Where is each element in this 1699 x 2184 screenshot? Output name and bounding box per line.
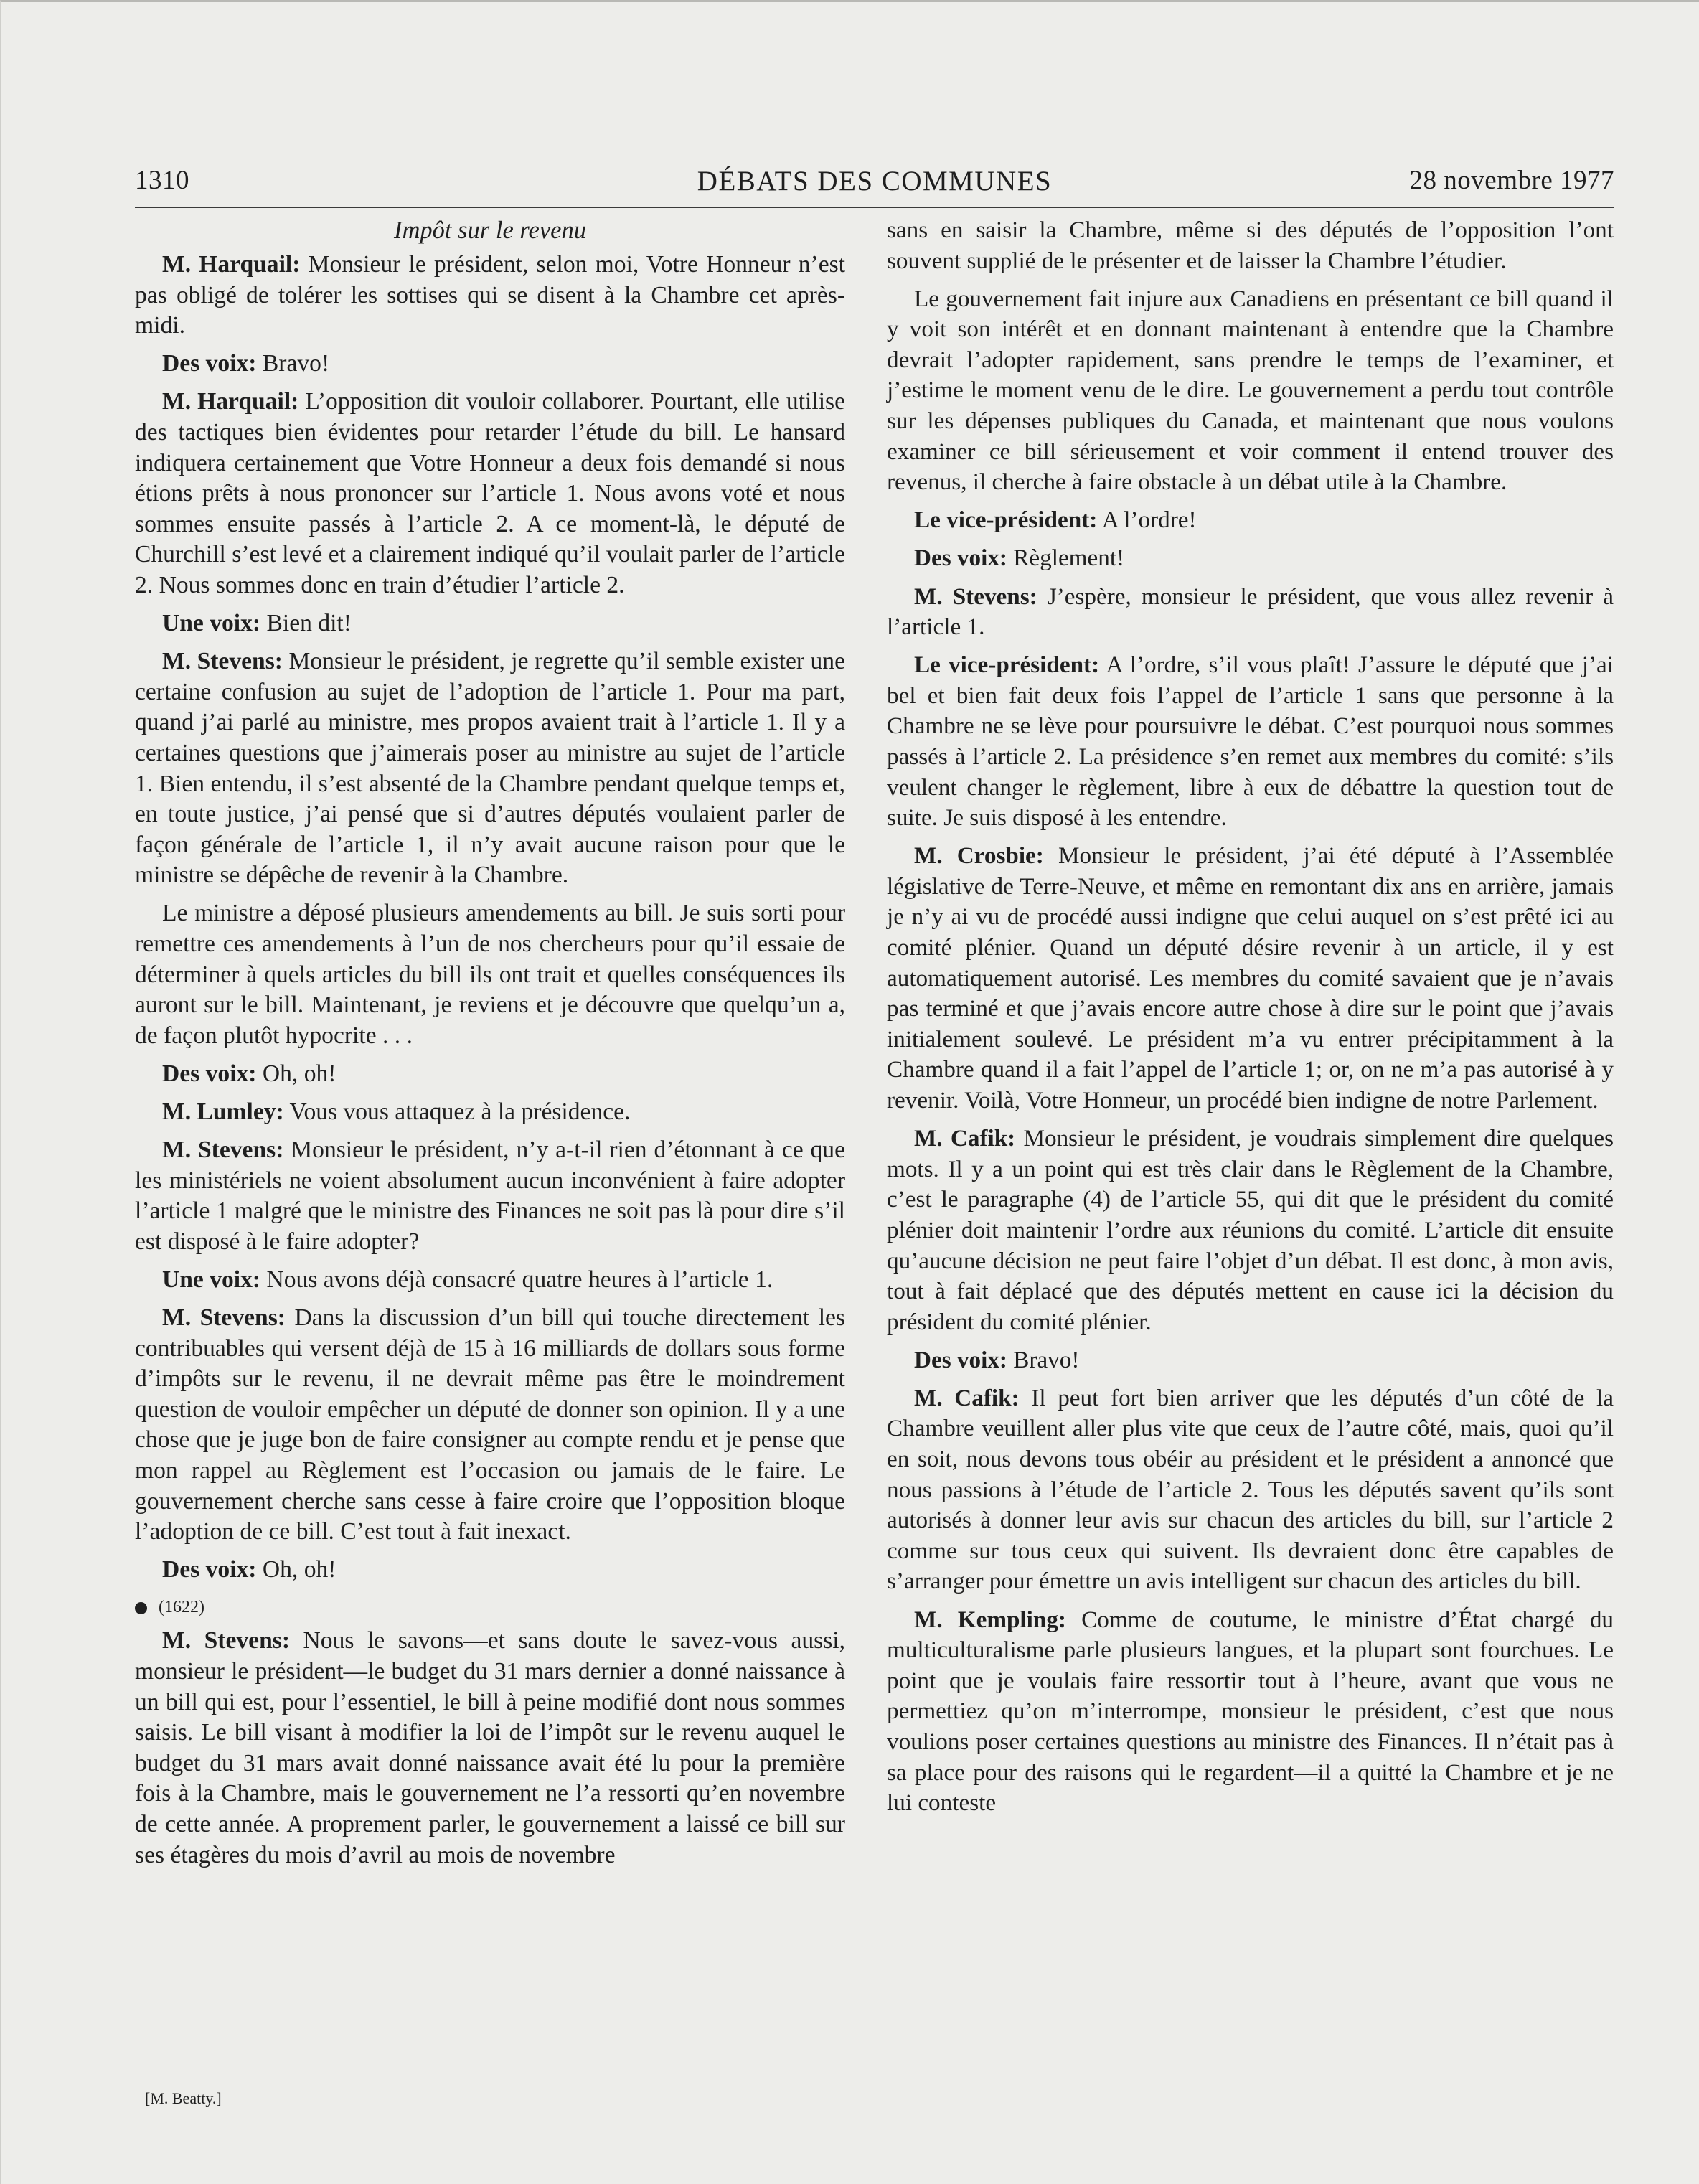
right-column-paragraphs bbox=[887, 215, 1614, 1819]
paragraph-text: J’espère, monsieur le président, que vous allez revenir à l’article 1. bbox=[887, 583, 1614, 641]
right-column bbox=[887, 215, 1614, 1826]
speaker-name: M. Stevens: bbox=[162, 1627, 290, 1655]
paragraph bbox=[135, 1097, 845, 1128]
paragraph-text: A l’ordre, s’il vous plaît! J’assure le député que j’ai bel et bien fait deux fois l’appel de l’article 1 sans que personne à la Chambre ne se lève pour poursuivre le débat. C’est pourquoi nous sommes passés à l’article 2. La présidence s’en remet aux membres du comité: s’ils veulent changer le règlement, libre à eux de débattre la question tout de suite. Je suis disposé à les entendre. bbox=[887, 651, 1614, 832]
paragraph bbox=[887, 1124, 1614, 1337]
paragraph bbox=[135, 608, 845, 639]
paragraph-text: Oh, oh! bbox=[256, 1060, 336, 1087]
speaker-name: M. Kempling: bbox=[914, 1606, 1066, 1633]
paragraph-text: Dans la discussion d’un bill qui touche directement les contribuables qui versent déjà de 15 à 16 milliards de dollars sous forme d’impôts sur le revenu, il ne devrait même pas être le moindrement question de vouloir empêcher un député de donner son opinion. Il y a une chose que je juge bon de faire consigner au compte rendu et je pense que mon rappel au Règlement est l’occasion ou jamais de le faire. Le gouvernement cherche sans cesse à faire croire que l’opposition bloque l’adoption de ce bill. C’est tout à fait inexact. bbox=[135, 1304, 845, 1545]
paragraph-text: Monsieur le président, j’ai été député à l’Assemblée législative de Terre-Neuve, et même en remontant dix ans en arrière, jamais je n’y ai vu de procédé aussi indigne que celui auquel on s’est prêté ici au comité plénier. Quand un député désire revenir à un article, il y est automatiquement autorisé. Les membres du comité savaient que je n’avais pas terminé et que j’avais encore autre chose à dire sur le point que j’avais initialement soulevé. Le président m’a vu entrer précipitamment à la Chambre quand il a fait l’appel de l’article 1; or, on ne m’a pas autorisé à y revenir. Voilà, Votre Honneur, un procédé bien indigne de notre Parlement. bbox=[887, 842, 1614, 1114]
speaker-name: M. Crosbie: bbox=[914, 842, 1044, 870]
paragraph-text: Nous avons déjà consacré quatre heures à l’article 1. bbox=[260, 1266, 773, 1293]
paragraph-text: Vous vous attaquez à la présidence. bbox=[283, 1098, 631, 1125]
speaker-name: Le vice-président: bbox=[914, 651, 1100, 679]
paragraph-text: Le ministre a déposé plusieurs amendements au bill. Je suis sorti pour remettre ces amendements à l’un de nos chercheurs pour qu’il essaie de déterminer à quels articles du bill ils ont trait et quelles conséquences ils auront sur le bill. Maintenant, je reviens et je découvre que quelqu’un a, de façon plutôt hypocrite . . . bbox=[135, 900, 845, 1049]
paragraph-text: Il peut fort bien arriver que les députés d’un côté de la Chambre veuillent aller plus vite que ceux de l’autre côté, mais, quoi qu’il en soit, nous devons tous obéir au président et le président a annoncé que nous passions à l’étude de l’article 2. Tous les députés savent qu’ils sont autorisés à donner leur avis sur chacun des articles du bill, sur l’article 2 comme sur tous ceux qui suivent. Ils devraient donc être capables de s’arranger pour émettre un avis intelligent sur chacun des articles du bill. bbox=[887, 1384, 1614, 1595]
section-title: Impôt sur le revenu bbox=[394, 217, 586, 244]
paragraph bbox=[135, 1059, 845, 1090]
paragraph bbox=[135, 1303, 845, 1548]
speaker-name: M. Lumley: bbox=[162, 1098, 284, 1125]
left-column-paragraphs-after bbox=[135, 1626, 845, 1870]
paragraph bbox=[887, 543, 1614, 574]
speaker-name: M. Cafik: bbox=[914, 1125, 1016, 1152]
speaker-name: Une voix: bbox=[162, 610, 261, 637]
paragraph bbox=[135, 646, 845, 891]
paragraph-text: Bravo! bbox=[256, 350, 330, 377]
paragraph-text: Nous le savons—et sans doute le savez-vous aussi, monsieur le président—le budget du 31 mars dernier a donné naissance à un bill qui est, pour l’essentiel, le bill à peine modifié dont nous sommes saisis. Le bill visant à modifier la loi de l’impôt sur le revenu auquel le budget du 31 mars avait donné naissance avait été lu pour la première fois à la Chambre, mais le gouvernement ne l’a ressorti qu’en novembre de cette année. A proprement parler, le gouvernement a laissé ce bill sur ses étagères du mois d’avril au mois de novembre bbox=[135, 1627, 845, 1868]
paragraph bbox=[135, 250, 845, 342]
left-column bbox=[135, 215, 845, 1878]
paragraph-text: Monsieur le président, selon moi, Votre Honneur n’est pas obligé de tolérer les sottises qui se disent à la Chambre cet après-midi. bbox=[135, 251, 846, 339]
speaker-name: M. Stevens: bbox=[162, 648, 283, 675]
speaker-name: Des voix: bbox=[162, 1060, 257, 1087]
page-header bbox=[135, 164, 1614, 208]
speaker-name: Des voix: bbox=[914, 1346, 1007, 1373]
paragraph-text: Le gouvernement fait injure aux Canadiens en présentant ce bill quand il y voit son intérêt et en donnant maintenant à entendre que la Chambre devrait l’adopter rapidement, sans prendre le temps de l’examiner, et j’estime le moment venu de le dire. Le gouvernement a perdu tout contrôle sur les dépenses publiques du Canada, et maintenant que nous voulons examiner ce bill sérieusement et voir comment il entend trouver des revenus, il cherche à faire obstacle à un débat utile à la Chambre. bbox=[887, 285, 1614, 496]
paragraph bbox=[887, 650, 1614, 834]
speaker-name: M. Stevens: bbox=[914, 583, 1037, 610]
paragraph bbox=[135, 1626, 845, 1870]
paragraph-text: Monsieur le président, n’y a-t-il rien d’étonnant à ce que les ministériels ne voient absolument aucun inconvénient à faire adopter l’article 1 malgré que le ministre des Finances ne soit pas là pour dire s’il est disposé à le faire adopter? bbox=[135, 1136, 845, 1255]
bullet-icon bbox=[135, 1602, 147, 1614]
speaker-name: M. Harquail: bbox=[162, 251, 301, 278]
paragraph-text: Bravo! bbox=[1007, 1346, 1080, 1373]
page-date: 28 novembre 1977 bbox=[1409, 166, 1614, 195]
paragraph-text: Oh, oh! bbox=[256, 1556, 336, 1583]
speaker-name: M. Cafik: bbox=[914, 1384, 1020, 1411]
paragraph-text: A l’ordre! bbox=[1097, 507, 1197, 534]
paragraph-text: Bien dit! bbox=[260, 610, 352, 637]
paragraph-text: Monsieur le président, je voudrais simplement dire quelques mots. Il y a un point qui est très clair dans le Règlement de la Chambre, c’est le paragraphe (4) de l’article 55, qui dit que le président du comité plénier doit maintenir l’ordre aux réunions du comité. L’article dit ensuite qu’aucune décision ne peut faire l’objet d’un débat. Il est donc, à mon avis, tout à fait déplacé que des députés mettent en cause ici la décision du président du comité plénier. bbox=[887, 1125, 1614, 1335]
paragraph bbox=[887, 1605, 1614, 1819]
paragraph-text: Règlement! bbox=[1007, 545, 1125, 572]
paragraph bbox=[135, 349, 845, 380]
page-number: 1310 bbox=[135, 166, 189, 195]
speaker-name: M. Harquail: bbox=[162, 388, 299, 415]
paragraph bbox=[887, 841, 1614, 1116]
paragraph bbox=[887, 1345, 1614, 1376]
time-marker bbox=[135, 1593, 845, 1621]
speaker-name: Des voix: bbox=[162, 1556, 257, 1583]
speaker-name: M. Stevens: bbox=[162, 1304, 286, 1331]
paragraph-text: Comme de coutume, le ministre d’État chargé du multiculturalisme parle plusieurs langues, et la plupart sont fourchues. Le point que je voulais faire ressortir tout à l’heure, avant que vous ne permettiez qu’on m’interrompe, monsieur le président, c’est que nous voulions poser certaines questions au ministre des Finances. Il n’était pas à sa place pour des raisons qui le regardent—il a quitté la Chambre et je ne lui conteste bbox=[887, 1606, 1614, 1817]
paragraph bbox=[887, 284, 1614, 498]
paragraph bbox=[887, 505, 1614, 536]
speaker-name: Une voix: bbox=[162, 1266, 261, 1293]
speaker-name: M. Stevens: bbox=[162, 1136, 284, 1164]
paragraph bbox=[887, 215, 1614, 276]
speaker-name: Le vice-président: bbox=[914, 507, 1098, 534]
speaker-name: Des voix: bbox=[162, 350, 257, 377]
left-column-paragraphs bbox=[135, 250, 845, 1586]
speaker-name: Des voix: bbox=[914, 545, 1007, 572]
paragraph bbox=[887, 582, 1614, 643]
time-marker-text: (1622) bbox=[159, 1598, 204, 1617]
footnote: [M. Beatty.] bbox=[145, 2089, 222, 2107]
publication-title: DÉBATS DES COMMUNES bbox=[697, 166, 1053, 197]
paragraph bbox=[135, 1135, 845, 1257]
paragraph bbox=[135, 1265, 845, 1296]
paragraph bbox=[135, 387, 845, 601]
paragraph bbox=[135, 1555, 845, 1586]
paragraph bbox=[887, 1383, 1614, 1597]
paragraph-text: sans en saisir la Chambre, même si des députés de l’opposition l’ont souvent supplié de le présenter et de laisser la Chambre l’étudier. bbox=[887, 217, 1614, 274]
paragraph bbox=[135, 898, 845, 1051]
paragraph-text: Monsieur le président, je regrette qu’il semble exister une certaine confusion au sujet de l’adoption de l’article 1. Pour ma part, quand j’ai parlé au ministre, mes propos avaient trait à l’article 1. Il y a certaines questions que j’aimerais poser au ministre au sujet de l’article 1. Bien entendu, il s’est absenté de la Chambre pendant quelque temps et, en toute justice, j’ai pensé que si d’autres députés voulaient parler de façon générale de l’article 1, il n’y avait aucune raison pour que le ministre se dépêche de revenir à la Chambre. bbox=[135, 648, 846, 889]
paragraph-text: L’opposition dit vouloir collaborer. Pourtant, elle utilise des tactiques bien évidentes pour retarder l’étude du bill. Le hansard indiquera certainement que Votre Honneur a deux fois demandé si nous étions prêts à nous prononcer sur l’article 1. Nous avons voté et nous sommes ensuite passés à l’article 2. A ce moment-là, le député de Churchill s’est levé et a clairement indiqué qu’il voulait parler de l’article 2. Nous sommes donc en train d’étudier l’article 2. bbox=[135, 388, 845, 598]
